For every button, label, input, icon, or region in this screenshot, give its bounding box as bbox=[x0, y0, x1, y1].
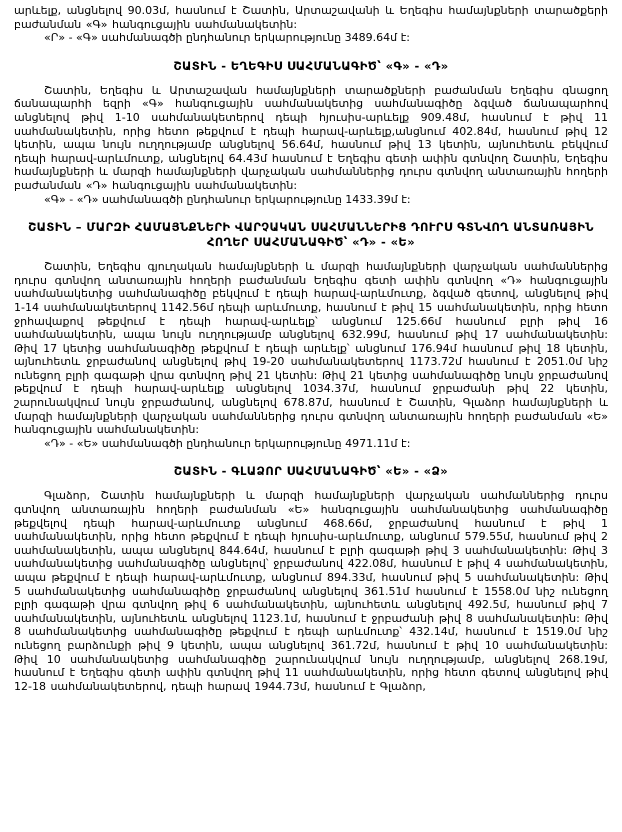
section-heading-shatin-glajor: ՇԱՏԻՆ - ԳԼԱՁՈՐ ՍԱՀՄԱՆԱԳԻԾ՝ «Ե» - «Ձ» bbox=[173, 464, 449, 479]
section-paragraph-shatin-forest-lands: Շատին, Եղեգիս գյուղական համայնքների և մարզի համայնքների վարչական սահմաններից դուրս գտնվող անտառային հողերի բաժանման Եղեգիս գետի ափին գտնվող «Դ» հանգուցային սահմանակետից սահմանագիծը բեկվում է դեպի հարավ-արևմուտք, ձգված գետով, անցնելով թիվ 1-14 սահմանակետերով 1142.56մ դեպի արևմուտք, հասնում է թիվ 15 սահմանակետին, որից հետո ջրհավաքով թեքվում է դեպի հարավ-արևելք՝ անցնում 125.66մ հասնում բլրի թիվ 16 սահմանակետին, ապա նույն ուղղությամբ անցնելով 632.99մ, հասնում թիվ 17 սահմանակետին: Թիվ 17 կետից սահմանագիծը թեքվում է դեպի արևելք՝ անցնում 176.94մ հասնում թիվ 18 կետին, այնուհետև ջրբաժանով անցնելով թիվ 19-20 սահմանակետերով 1173.72մ հասնում է 2051.0մ նիշ ունեցող բլրի գագաթի վրա գտնվող թիվ 21 կետին: Թիվ 21 կետից սահմանագիծը նույն ջրբաժանով թեքվում է դեպի հարավ-արևելք անցնելով 1034.37մ, հասնում ջրբաժանի թիվ 22 կետին, շարունակվում նույն ջրբաժանով, անցնելով 678.87մ, հասնում է Շատին, Գլաձոր համայնքների և մարզի համայնքների վարչական սահմաններից դուրս գտնվող անտառային հողերի բաժանման «Ե» հանգուցային սահմանակետին: bbox=[14, 260, 608, 437]
section-paragraph-shatin-glajor: Գլաձոր, Շատին համայնքների և մարզի համայնքների վարչական սահմաններից դուրս գտնվող անտառային հողերի բաժանման «Ե» հանգուցային սահմանակետից սահմանագիծը թեքվելով դեպի հարավ-արևմուտք անցնում 468.66մ, ջրբաժանով հասնում է թիվ 1 սահմանակետին, որից հետո թեքվում է դեպի հյուսիս-արևմուտք, անցնում 579.55մ, հասնում թիվ 2 սահմանակետին, ապա անցնելով 844.64մ, հասնում է բլրի գագաթի թիվ 3 սահմանակետին: Թիվ 3 սահմանակետից սահմանագիծը անցնելով՝ ջրբաժանով 422.08մ, հասնում է թիվ 4 սահմանակետին, ապա թեքվում է դեպի հարավ-արևմուտք, անցնում 894.33մ, հասնում թիվ 5 սահմանակետին: Թիվ 5 սահմանակետից սահմանագիծը ջրբաժանով անցնելով 361.51մ հասնում է 1558.0մ նիշ ունեցող բլրի գագաթի վրա գտնվող թիվ 6 սահմանակետին, այնուհետև անցնելով 492.5մ, հասնում թիվ 7 սահմանակետին, այնուհետև անցնելով 1123.1մ, հասնում է ջրբաժանի թիվ 8 սահմանակետին: Թիվ 8 սահմանակետից սահմանագիծը թեքվում է դեպի արևմուտք՝ 432.14մ, հասնում է 1519.0մ նիշ ունեցող բարձունքի թիվ 9 կետին, ապա անցնելով 361.72մ, հասնում է թիվ 10 սահմանակետին: Թիվ 10 սահմանակետից սահմանագիծը շարունակվում նույն ուղղությամբ, անցնելով 268.19մ, հասնում է Եղեգիս գետի ափին գտնվող թիվ 11 սահմանակետին, որից հետո գետով անցնելով թիվ 12-18 սահմանակետերով, դեպի հարավ 1944.73մ, հասնում է Գլաձոր, bbox=[14, 489, 608, 693]
section-heading-shatin-yeghegis: ՇԱՏԻՆ - ԵՂԵԳԻՍ ՍԱՀՄԱՆԱԳԻԾ՝ «Գ» - «Դ» bbox=[173, 58, 449, 73]
section-total-shatin-yeghegis: «Գ» - «Դ» սահմանագծի ընդհանուր երկարությունը 1433.39մ է: bbox=[44, 192, 411, 206]
intro-total-length: «Ր» - «Գ» սահմանագծի ընդհանուր երկարությունը 3489.64մ է: bbox=[44, 31, 410, 45]
intro-paragraph: արևելք, անցնելով 90.03մ, հասնում է Շատին, Արտաշավանի և Եղեգիս համայնքների տարածքերի բաժանման «Գ» հանգուցային սահմանակետին: bbox=[14, 4, 608, 31]
section-heading-shatin-forest-lands: ՇԱՏԻՆ – ՄԱՐԶԻ ՀԱՄԱՅՆՔՆԵՐԻ ՎԱՐՉԱԿԱՆ ՍԱՀՄԱՆՆԵՐԻՑ ԴՈՒՐՍ ԳՏՆՎՈՂ ԱՆՏԱՌԱՅԻՆ ՀՈՂԵՐ ՍԱՀՄԱՆԱԳԻԾ՝ «Դ» - «Ե» bbox=[28, 220, 594, 250]
section-total-shatin-forest-lands: «Դ» - «Ե» սահմանագծի ընդհանուր երկարությունը 4971.11մ է: bbox=[44, 436, 411, 450]
section-paragraph-shatin-yeghegis: Շատին, Եղեգիս և Արտաշավան համայնքների տարածքների բաժանման Եղեգիս գնացող ճանապարհի եզրի «Գ» հանգուցային սահմանակետից սահմանագիծը ձգված ճանապարհով անցնելով թիվ 1-10 սահմանակետերով դեպի հյուսիս-արևելք 909.48մ, հասնում է թիվ 11 սահմանակետին, որից հետո թեքվում է դեպի հարավ-արևելք,անցնում 402.84մ, հասնում թիվ 12 կետին, ապա նույն ուղղությամբ անցնելով 56.64մ, հասնում թիվ 13 կետին, այնուհետև բեկվում դեպի հարավ-արևմուտք, անցնելով 64.43մ հասնում է Եղեգիս գետի ափին գտնվող Շատին, Եղեգիս համայնքների և մարզի համայնքների վարչական սահմաններից դուրս գտնվող անտառային հողերի բաժանման «Դ» հանգուցային սահմանակետին: bbox=[14, 83, 608, 192]
